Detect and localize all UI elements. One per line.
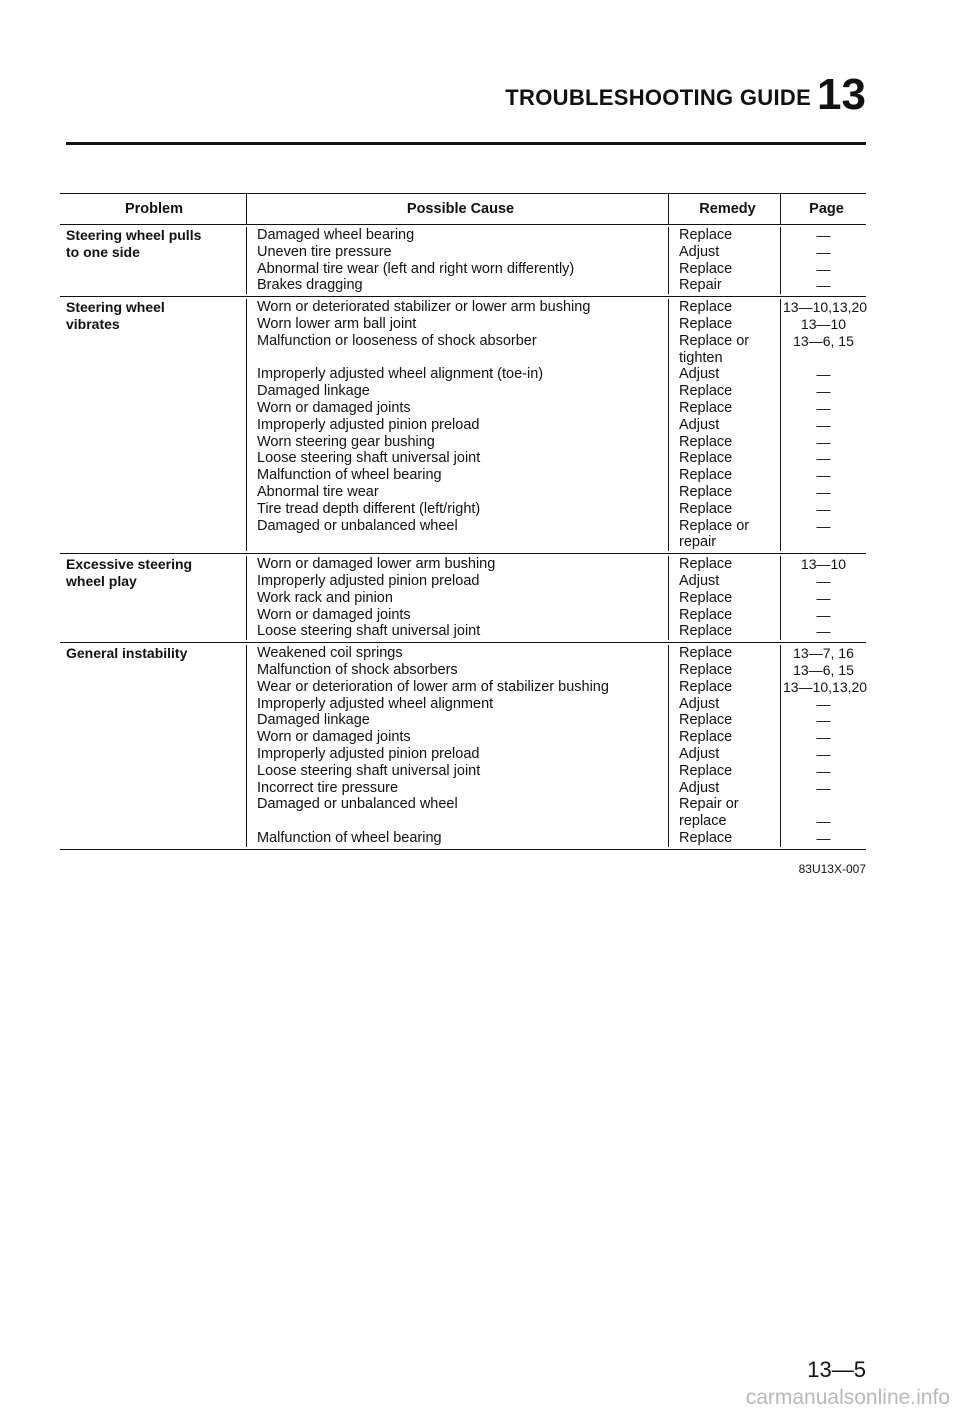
remedy-line: Adjust: [679, 572, 720, 589]
cause-line: [257, 350, 664, 367]
page-ref: —: [816, 450, 831, 467]
cause-line: Incorrect tire pressure: [257, 779, 399, 796]
page-ref: 13—6, 15: [793, 332, 854, 349]
cause-line: Malfunction of wheel bearing: [257, 467, 442, 484]
cause-line: Worn lower arm ball joint: [257, 315, 417, 332]
remedy-line: replace: [679, 813, 727, 830]
page-ref: —: [816, 433, 831, 450]
remedy-line: Replace: [679, 729, 733, 746]
table-row: [60, 554, 866, 643]
page-ref: —: [816, 779, 831, 796]
page-ref: [783, 534, 864, 551]
page-cell: [780, 645, 866, 847]
cause-line: [257, 813, 664, 830]
remedy-line: Replace or: [679, 332, 750, 349]
cause-line: Malfunction of wheel bearing: [257, 829, 442, 846]
page-ref: —: [816, 623, 831, 640]
page-ref: —: [816, 260, 831, 277]
page-ref: 13—10,13,20: [783, 678, 868, 695]
table-body: [60, 225, 866, 849]
cause-line: Loose steering shaft universal joint: [257, 623, 481, 640]
cause-line: Uneven tire pressure: [257, 243, 392, 260]
remedy-cell: [668, 645, 780, 847]
remedy-cell: [668, 299, 780, 551]
cause-line: Damaged wheel bearing: [257, 227, 415, 243]
cause-line: Work rack and pinion: [257, 589, 393, 606]
troubleshooting-table: [60, 193, 866, 850]
cause-line: Brakes dragging: [257, 277, 363, 294]
cause-line: Weakened coil springs: [257, 645, 403, 662]
page-ref: —: [816, 517, 831, 534]
cause-line: [257, 534, 664, 551]
page-ref: —: [816, 500, 831, 517]
cause-line: Wear or deterioration of lower arm of stabilizer bushing: [257, 678, 609, 695]
page-ref: 13—6, 15: [793, 661, 854, 678]
remedy-line: Replace: [679, 315, 733, 332]
table-row: [60, 297, 866, 554]
remedy-line: Repair: [679, 277, 722, 294]
column-header-page: Page: [780, 194, 866, 224]
cause-cell: [246, 645, 668, 847]
remedy-cell: [668, 227, 780, 294]
remedy-line: Adjust: [679, 695, 720, 712]
cause-line: Malfunction or looseness of shock absorber: [257, 332, 537, 349]
remedy-line: Replace: [679, 645, 733, 662]
column-header-possible-cause: Possible Cause: [246, 194, 668, 224]
figure-code: 83U13X-007: [798, 862, 866, 876]
cause-line: Worn steering gear bushing: [257, 433, 435, 450]
remedy-line: Replace: [679, 299, 733, 316]
remedy-line: tighten: [679, 349, 723, 366]
page-cell: [780, 299, 866, 551]
problem-cell: General instability: [66, 645, 188, 662]
column-header-remedy: Remedy: [668, 194, 780, 224]
page-cell: [780, 227, 866, 294]
remedy-line: Adjust: [679, 779, 720, 796]
chapter-number: 13: [817, 70, 866, 119]
remedy-line: Replace: [679, 678, 733, 695]
page-ref: —: [816, 416, 831, 433]
cause-line: Worn or damaged joints: [257, 606, 411, 623]
cause-line: Improperly adjusted pinion preload: [257, 416, 480, 433]
header-rule: [66, 142, 866, 145]
page-ref: —: [816, 366, 831, 383]
problem-cell: Steering wheel pulls to one side: [66, 227, 202, 260]
cause-line: Worn or damaged joints: [257, 399, 411, 416]
cause-line: Worn or damaged joints: [257, 729, 411, 746]
problem-cell: Steering wheel vibrates: [66, 299, 165, 332]
remedy-line: Adjust: [679, 416, 720, 433]
page-ref: [783, 350, 864, 367]
table-header-row: [60, 194, 866, 225]
cause-cell: [246, 227, 668, 294]
page-header: [0, 70, 866, 120]
remedy-line: Replace or: [679, 517, 750, 534]
page-ref: —: [816, 762, 831, 779]
page-ref: —: [816, 227, 831, 243]
cause-line: Worn or deteriorated stabilizer or lower arm bushing: [257, 299, 591, 316]
section-title: TROUBLESHOOTING GUIDE: [505, 85, 812, 110]
page-cell: [780, 556, 866, 640]
page-ref: —: [816, 243, 831, 260]
cause-line: Abnormal tire wear (left and right worn differently): [257, 260, 575, 277]
remedy-line: Replace: [679, 661, 733, 678]
cause-line: Damaged or unbalanced wheel: [257, 517, 458, 534]
cause-line: Worn or damaged lower arm bushing: [257, 556, 496, 573]
page-ref: —: [816, 745, 831, 762]
problem-cell: Excessive steering wheel play: [66, 556, 193, 589]
cause-line: Abnormal tire wear: [257, 483, 379, 500]
cause-line: Loose steering shaft universal joint: [257, 762, 481, 779]
remedy-line: Replace: [679, 383, 733, 400]
cause-line: Tire tread depth different (left/right): [257, 500, 481, 517]
remedy-line: Replace: [679, 829, 733, 846]
page-ref: —: [816, 572, 831, 589]
remedy-line: Adjust: [679, 745, 720, 762]
remedy-line: Replace: [679, 623, 733, 640]
remedy-line: Replace: [679, 227, 733, 243]
cause-line: Loose steering shaft universal joint: [257, 450, 481, 467]
page-ref: —: [816, 399, 831, 416]
watermark: carmanualsonline.info: [745, 1386, 950, 1409]
page-ref: —: [816, 829, 831, 846]
remedy-line: repair: [679, 534, 717, 551]
table-row: [60, 643, 866, 849]
page-number: 13—5: [807, 1357, 866, 1382]
cause-line: Damaged or unbalanced wheel: [257, 796, 458, 813]
cause-cell: [246, 299, 668, 551]
remedy-line: Replace: [679, 762, 733, 779]
remedy-line: Replace: [679, 556, 733, 573]
cause-line: Malfunction of shock absorbers: [257, 661, 458, 678]
page-ref: —: [816, 712, 831, 729]
page-ref: [783, 796, 864, 813]
cause-line: Damaged linkage: [257, 383, 370, 400]
page-ref: —: [816, 483, 831, 500]
remedy-line: Repair or: [679, 796, 739, 813]
remedy-line: Replace: [679, 260, 733, 277]
remedy-line: Replace: [679, 483, 733, 500]
page-ref: 13—10: [800, 556, 847, 573]
cause-cell: [246, 556, 668, 640]
page-ref: 13—7, 16: [793, 645, 854, 662]
cause-line: Improperly adjusted pinion preload: [257, 745, 480, 762]
page-ref: —: [816, 695, 831, 712]
page-ref: —: [816, 467, 831, 484]
cause-line: Improperly adjusted wheel alignment (toe-in): [257, 366, 544, 383]
cause-line: Improperly adjusted wheel alignment: [257, 695, 494, 712]
page-ref: —: [816, 383, 831, 400]
table-row: [60, 225, 866, 297]
column-header-problem: Problem: [124, 201, 183, 217]
remedy-line: Adjust: [679, 366, 720, 383]
remedy-line: Replace: [679, 399, 733, 416]
remedy-line: Adjust: [679, 243, 720, 260]
page-ref: —: [816, 589, 831, 606]
page-ref: —: [816, 729, 831, 746]
page-ref: —: [816, 277, 831, 294]
remedy-line: Replace: [679, 500, 733, 517]
cause-line: Improperly adjusted pinion preload: [257, 572, 480, 589]
page-ref: —: [816, 606, 831, 623]
remedy-line: Replace: [679, 712, 733, 729]
page-ref: —: [816, 813, 831, 830]
remedy-line: Replace: [679, 467, 733, 484]
page-ref: 13—10,13,20: [783, 299, 868, 316]
remedy-line: Replace: [679, 433, 733, 450]
page-ref: 13—10: [800, 315, 847, 332]
remedy-line: Replace: [679, 589, 733, 606]
remedy-line: Replace: [679, 450, 733, 467]
remedy-cell: [668, 556, 780, 640]
remedy-line: Replace: [679, 606, 733, 623]
cause-line: Damaged linkage: [257, 712, 370, 729]
